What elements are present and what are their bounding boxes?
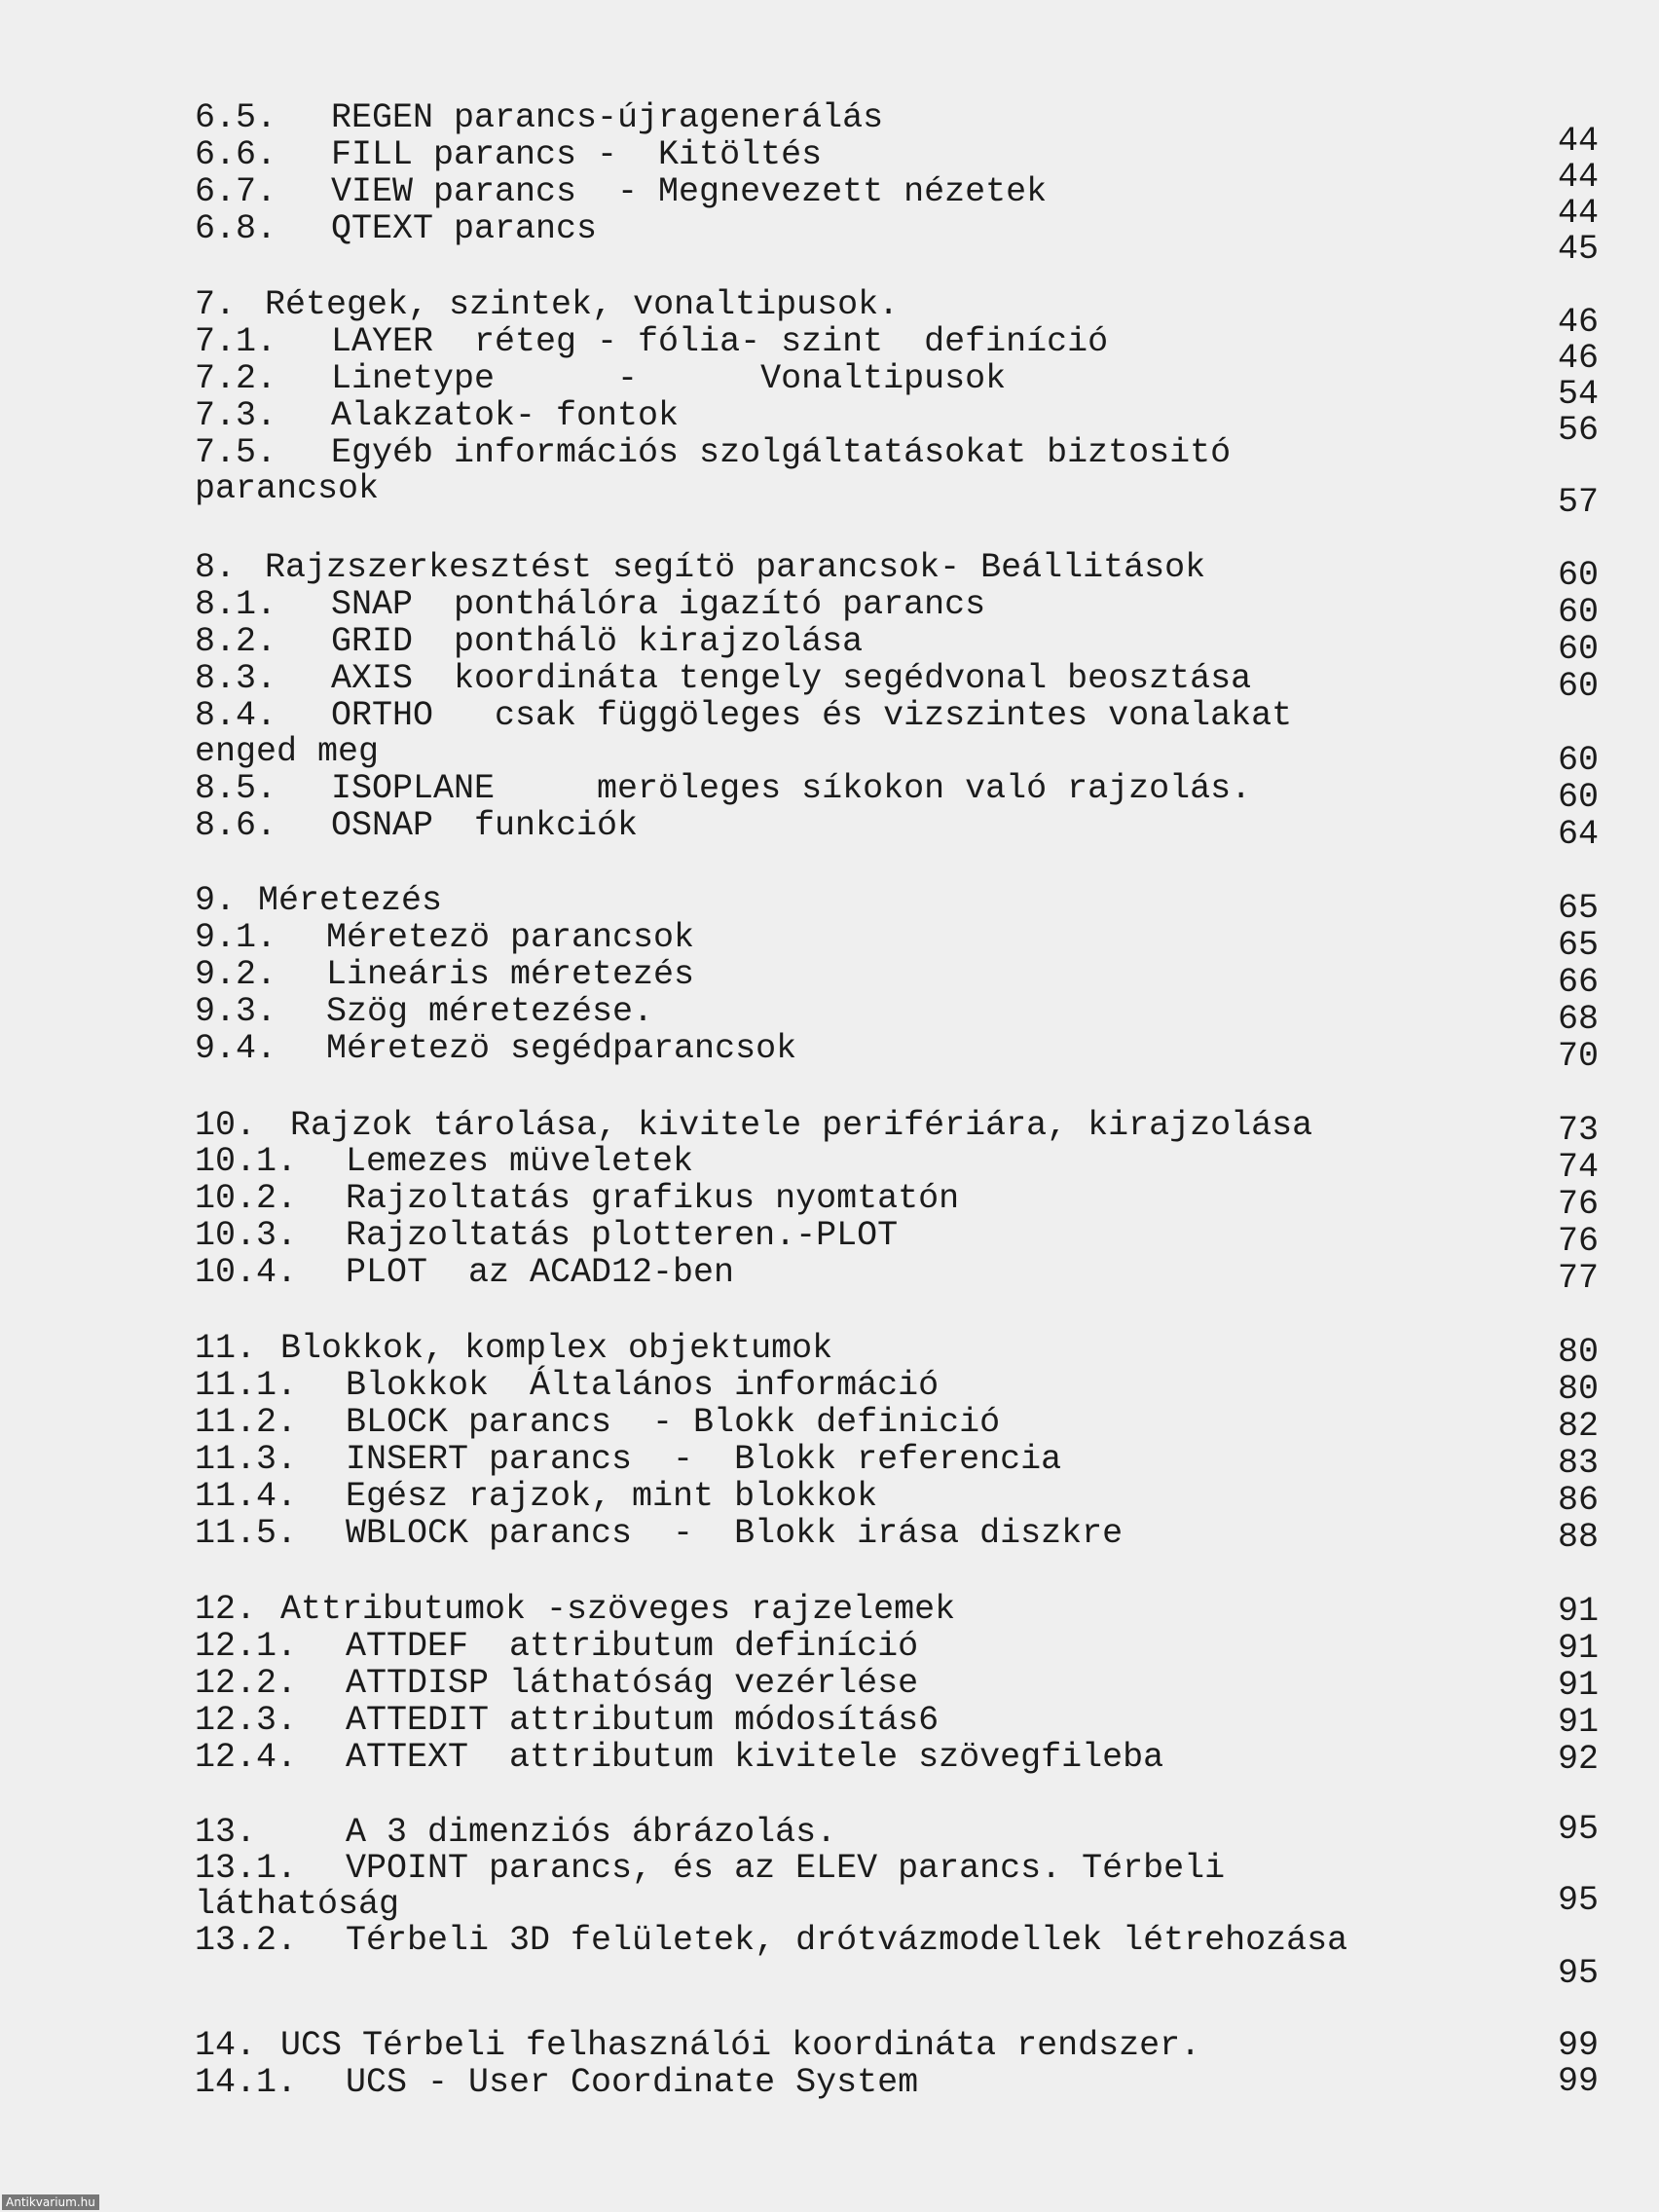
toc-entry [195,1216,1597,1255]
toc-title: A 3 dimenziós ábrázolás. [346,1813,837,1852]
toc-number: 7. [195,285,237,324]
toc-entry-continuation [195,469,1597,508]
toc-number: 10.4. [195,1253,298,1292]
toc-number: 10.1. [195,1142,298,1181]
toc-section-heading [195,2026,1597,2065]
toc-number: 8.4. [195,696,277,735]
toc-page-number: 65 [1557,889,1599,928]
toc-number: 7.1. [195,322,277,361]
toc-entry [195,172,1597,211]
toc-title: PLOT az ACAD12-ben [346,1253,735,1292]
toc-title: ATTDEF attributum definíció [346,1627,919,1666]
toc-title: LAYER réteg - fólia- szint definíció [331,322,1109,361]
toc-title: Rajzoltatás grafikus nyomtatón [346,1179,960,1218]
toc-page-number: 45 [1557,230,1599,269]
toc-page-number: 56 [1557,411,1599,450]
toc-section-heading [195,1329,1597,1368]
toc-title: REGEN parancs-újragenerálás [331,98,884,137]
toc-entry-continuation [195,732,1597,771]
toc-entry [195,806,1597,845]
toc-title: AXIS koordináta tengely segédvonal beosztása [331,659,1252,698]
toc-page-number: 60 [1557,630,1599,669]
toc-number: 12. [195,1590,257,1629]
toc-page-number: 46 [1557,303,1599,342]
toc-number: 12.1. [195,1627,298,1666]
toc-entry-continuation [195,1885,1597,1924]
toc-number: 6.5. [195,98,277,137]
toc-page-number: 83 [1557,1444,1599,1483]
toc-entry [195,135,1597,174]
toc-title: Rajzok tárolása, kivitele perifériára, kirajzolása [290,1106,1313,1145]
toc-number: 10. [195,1106,257,1145]
toc-entry [195,1253,1597,1292]
toc-page-number: 86 [1557,1481,1599,1520]
toc-number: 8. [195,548,237,587]
toc-number: 8.5. [195,769,277,808]
toc-page-number: 66 [1557,963,1599,1002]
toc-number: 13.2. [195,1921,298,1960]
toc-entry [195,585,1597,624]
toc-number: 8.3. [195,659,277,698]
toc-section-heading [195,881,1597,920]
toc-number: 12.2. [195,1664,298,1703]
toc-title: Rétegek, szintek, vonaltipusok. [265,285,900,324]
toc-title: Rajzoltatás plotteren.-PLOT [346,1216,899,1255]
toc-page-number: 76 [1557,1185,1599,1224]
toc-entry [195,322,1597,361]
toc-entry [195,359,1597,398]
toc-title: ISOPLANE meröleges síkokon való rajzolás. [331,769,1252,808]
toc-page-number: 91 [1557,1703,1599,1742]
toc-entry [195,659,1597,698]
toc-page-number: 57 [1557,483,1599,522]
toc-title: Alakzatok- fontok [331,396,680,435]
toc-number: 7.5. [195,433,277,472]
toc-number: 12.3. [195,1701,298,1740]
toc-title: WBLOCK parancs - Blokk irása diszkre [346,1514,1124,1553]
toc-page-number: 91 [1557,1592,1599,1631]
toc-number: 9.2. [195,955,277,994]
toc-title: Lineáris méretezés [326,955,695,994]
toc-page-number: 60 [1557,556,1599,595]
toc-title: Attributumok -szöveges rajzelemek [280,1590,956,1629]
toc-title: UCS Térbeli felhasználói koordináta rendszer. [280,2026,1201,2065]
toc-entry [195,1366,1597,1405]
toc-page-number: 80 [1557,1333,1599,1372]
toc-page-number: 99 [1557,2026,1599,2065]
site-watermark: Antikvarium.hu [2,2194,99,2210]
toc-page-number: 44 [1557,158,1599,197]
toc-entry [195,1403,1597,1442]
toc-page-number: 91 [1557,1666,1599,1705]
toc-entry [195,2063,1597,2102]
toc-number: 6.8. [195,209,277,248]
toc-page-number: 68 [1557,1000,1599,1039]
toc-entry [195,1142,1597,1181]
toc-number: 14. [195,2026,257,2065]
toc-title: BLOCK parancs - Blokk definició [346,1403,1001,1442]
toc-page-number: 76 [1557,1222,1599,1261]
toc-title: OSNAP funkciók [331,806,639,845]
toc-number: 11.5. [195,1514,298,1553]
toc-number: 6.6. [195,135,277,174]
toc-page-number: 44 [1557,122,1599,161]
toc-number: 12.4. [195,1738,298,1777]
toc-number: 8.6. [195,806,277,845]
toc-title: SNAP ponthálóra igazító parancs [331,585,986,624]
toc-title: Méretezö parancsok [326,918,695,957]
toc-entry [195,696,1597,735]
toc-title: GRID ponthálö kirajzolása [331,622,864,661]
toc-number: 9. [195,881,237,920]
toc-entry [195,433,1597,472]
toc-title: INSERT parancs - Blokk referencia [346,1440,1062,1479]
toc-page-number: 60 [1557,593,1599,632]
toc-page-number: 74 [1557,1148,1599,1187]
toc-title: Méretezö segédparancsok [326,1029,797,1068]
toc-number: 11.2. [195,1403,298,1442]
toc-page-number: 82 [1557,1407,1599,1446]
toc-page-number: 64 [1557,815,1599,854]
toc-page-number: 95 [1557,1881,1599,1920]
toc-title: Szög méretezése. [326,992,654,1031]
toc-number: 11.1. [195,1366,298,1405]
toc-number: 9.4. [195,1029,277,1068]
toc-entry [195,1738,1597,1777]
toc-entry [195,769,1597,808]
toc-page-number: 95 [1557,1810,1599,1849]
toc-page-number: 73 [1557,1111,1599,1150]
toc-section-heading [195,1813,1597,1852]
toc-title: Lemezes müveletek [346,1142,694,1181]
toc-entry [195,209,1597,248]
toc-title: ATTEDIT attributum módosítás6 [346,1701,940,1740]
toc-page-number: 46 [1557,339,1599,378]
toc-entry [195,918,1597,957]
toc-entry [195,1849,1597,1888]
toc-page-number: 60 [1557,741,1599,780]
toc-entry [195,1514,1597,1553]
toc-number: 10.2. [195,1179,298,1218]
toc-section-heading [195,548,1597,587]
toc-entry [195,98,1597,137]
toc-number: 13. [195,1813,257,1852]
toc-section-heading [195,285,1597,324]
toc-entry [195,1664,1597,1703]
toc-entry [195,992,1597,1031]
toc-number: 9.1. [195,918,277,957]
toc-page-number: 60 [1557,778,1599,817]
toc-number: 8.2. [195,622,277,661]
toc-title: Blokkok Általános információ [346,1366,940,1405]
toc-entry [195,1701,1597,1740]
toc-page-number: 88 [1557,1518,1599,1557]
toc-entry [195,1477,1597,1516]
toc-number: 9.3. [195,992,277,1031]
toc-title: ORTHO csak függöleges és vizszintes vonalakat [331,696,1293,735]
toc-entry [195,1440,1597,1479]
toc-page-number: 54 [1557,375,1599,414]
toc-page-number: 80 [1557,1370,1599,1409]
toc-entry [195,1029,1597,1068]
toc-number: 13.1. [195,1849,298,1888]
toc-section-heading [195,1590,1597,1629]
toc-entry [195,955,1597,994]
toc-title: parancsok [195,469,380,508]
toc-entry [195,1627,1597,1666]
toc-page-number: 99 [1557,2062,1599,2101]
toc-entry [195,1921,1597,1960]
toc-number: 11.3. [195,1440,298,1479]
toc-number: 7.3. [195,396,277,435]
toc-title: enged meg [195,732,380,771]
toc-number: 10.3. [195,1216,298,1255]
toc-title: Egyéb információs szolgáltatásokat biztositó [331,433,1232,472]
toc-title: Méretezés [258,881,443,920]
toc-number: 14.1. [195,2063,298,2102]
toc-title: Egész rajzok, mint blokkok [346,1477,878,1516]
toc-title: Linetype - Vonaltipusok [331,359,1007,398]
toc-number: 8.1. [195,585,277,624]
toc-section-heading [195,1106,1597,1145]
toc-page-number: 95 [1557,1954,1599,1993]
toc-entry [195,396,1597,435]
toc-page-number: 92 [1557,1740,1599,1779]
toc-entry [195,1179,1597,1218]
toc-page-number: 91 [1557,1629,1599,1668]
toc-page-number: 44 [1557,194,1599,233]
toc-title: Térbeli 3D felületek, drótvázmodellek létrehozása [346,1921,1348,1960]
toc-title: VPOINT parancs, és az ELEV parancs. Térbeli [346,1849,1226,1888]
toc-title: VIEW parancs - Megnevezett nézetek [331,172,1048,211]
toc-title: Rajzszerkesztést segítö parancsok- Beállitások [265,548,1206,587]
toc-page-number: 60 [1557,667,1599,706]
toc-title: ATTEXT attributum kivitele szövegfileba [346,1738,1164,1777]
toc-number: 6.7. [195,172,277,211]
toc-number: 11.4. [195,1477,298,1516]
toc-number: 7.2. [195,359,277,398]
toc-title: FILL parancs - Kitöltés [331,135,823,174]
toc-title: ATTDISP láthatóság vezérlése [346,1664,919,1703]
toc-title: láthatóság [195,1885,400,1924]
toc-page-number: 65 [1557,926,1599,965]
toc-page-number: 77 [1557,1259,1599,1298]
toc-title: QTEXT parancs [331,209,598,248]
toc-number: 11. [195,1329,257,1368]
toc-entry [195,622,1597,661]
toc-title: Blokkok, komplex objektumok [280,1329,833,1368]
toc-page-number: 70 [1557,1037,1599,1076]
toc-title: UCS - User Coordinate System [346,2063,919,2102]
